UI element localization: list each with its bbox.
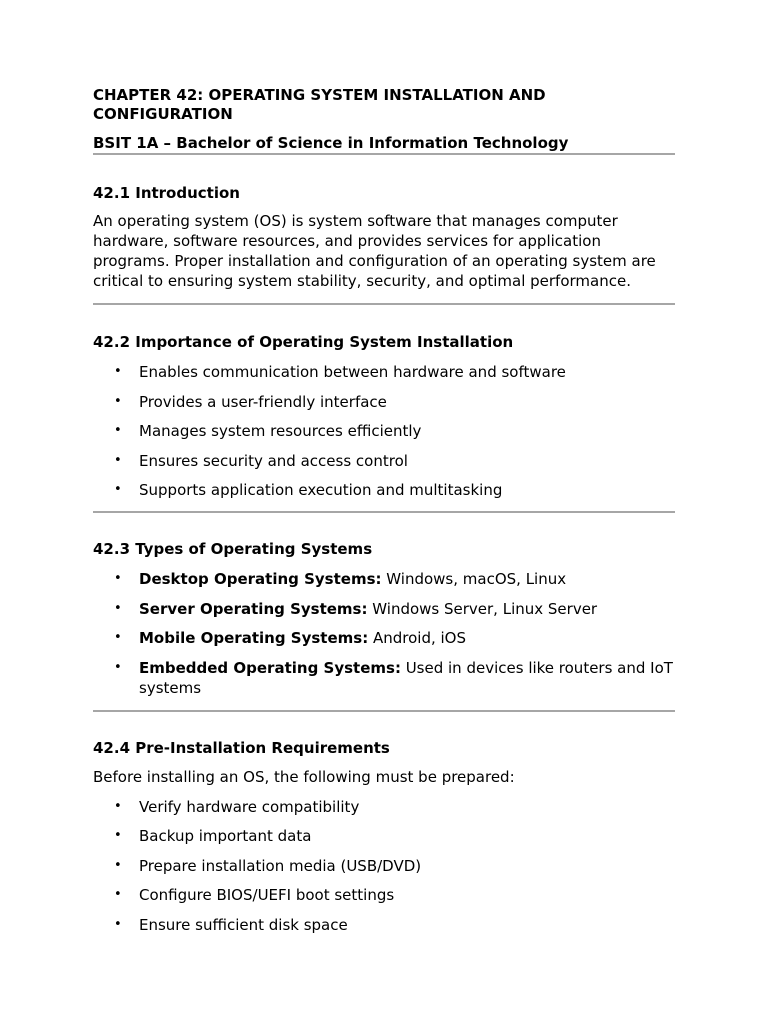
section-heading-types: 42.3 Types of Operating Systems xyxy=(93,540,373,558)
bullet-icon: • xyxy=(114,423,122,438)
list-item-text: Prepare installation media (USB/DVD) xyxy=(139,856,422,875)
document-body xyxy=(93,86,675,935)
bullet-icon: • xyxy=(114,571,122,586)
importance-list xyxy=(93,362,675,500)
list-item xyxy=(93,451,675,471)
list-item xyxy=(93,628,675,648)
os-type-description: Android, iOS xyxy=(368,629,466,647)
list-item xyxy=(93,856,675,876)
os-types-list xyxy=(93,569,675,698)
divider xyxy=(93,511,675,513)
bullet-icon: • xyxy=(114,630,122,645)
list-item xyxy=(93,421,675,441)
os-type-description: Used in devices like routers and IoT systems xyxy=(139,658,673,697)
list-item xyxy=(93,569,675,589)
list-item xyxy=(93,392,675,412)
chapter-title: CHAPTER 42: OPERATING SYSTEM INSTALLATION AND CONFIGURATION xyxy=(93,86,546,123)
bullet-icon: • xyxy=(114,364,122,379)
list-item xyxy=(93,915,675,935)
section-heading-pre-installation: 42.4 Pre-Installation Requirements xyxy=(93,738,390,757)
bullet-icon: • xyxy=(114,887,122,902)
section-heading-importance: 42.2 Importance of Operating System Installation xyxy=(93,333,514,351)
bullet-icon: • xyxy=(114,828,122,843)
divider xyxy=(93,710,675,712)
list-item-text: Ensure sufficient disk space xyxy=(139,915,348,934)
section-heading-introduction: 42.1 Introduction xyxy=(93,184,240,202)
bullet-icon: • xyxy=(114,659,122,675)
list-item-text: Configure BIOS/UEFI boot settings xyxy=(139,886,395,904)
list-item xyxy=(93,480,675,500)
pre-installation-list xyxy=(93,797,675,935)
os-type-term: Desktop Operating Systems: xyxy=(139,570,382,588)
list-item-text: Manages system resources efficiently xyxy=(139,422,422,440)
list-item xyxy=(93,658,675,698)
os-type-term: Embedded Operating Systems: xyxy=(139,658,401,677)
list-item xyxy=(93,826,675,846)
bullet-icon: • xyxy=(114,393,122,409)
bullet-icon: • xyxy=(114,452,122,468)
bullet-icon: • xyxy=(114,857,122,873)
os-type-description: Windows Server, Linux Server xyxy=(367,599,598,618)
divider xyxy=(93,153,675,155)
list-item xyxy=(93,599,675,619)
os-type-term: Server Operating Systems: xyxy=(139,599,368,618)
list-item-text: Verify hardware compatibility xyxy=(139,797,360,816)
os-type-term: Mobile Operating Systems: xyxy=(139,629,369,647)
list-item xyxy=(93,797,675,817)
list-item-text: Backup important data xyxy=(139,827,312,845)
list-item-text: Supports application execution and multitasking xyxy=(139,481,503,499)
bullet-icon: • xyxy=(114,600,122,616)
list-item xyxy=(93,885,675,905)
bullet-icon: • xyxy=(114,482,122,497)
divider xyxy=(93,303,675,305)
os-type-description: Windows, macOS, Linux xyxy=(381,570,567,588)
program-subtitle: BSIT 1A – Bachelor of Science in Information Technology xyxy=(93,134,569,152)
pre-installation-intro: Before installing an OS, the following must be prepared: xyxy=(93,767,515,786)
list-item-text: Provides a user-friendly interface xyxy=(139,392,387,411)
list-item-text: Enables communication between hardware and software xyxy=(139,363,566,381)
bullet-icon: • xyxy=(114,798,122,814)
bullet-icon: • xyxy=(114,916,122,932)
list-item-text: Ensures security and access control xyxy=(139,451,408,470)
introduction-paragraph: An operating system (OS) is system software that manages computer hardware, software resources, and provides services for application programs. Proper installation and configuration of an operating system are critical to ensuring system stability, security, and optimal performance. xyxy=(93,212,656,290)
list-item xyxy=(93,362,675,382)
